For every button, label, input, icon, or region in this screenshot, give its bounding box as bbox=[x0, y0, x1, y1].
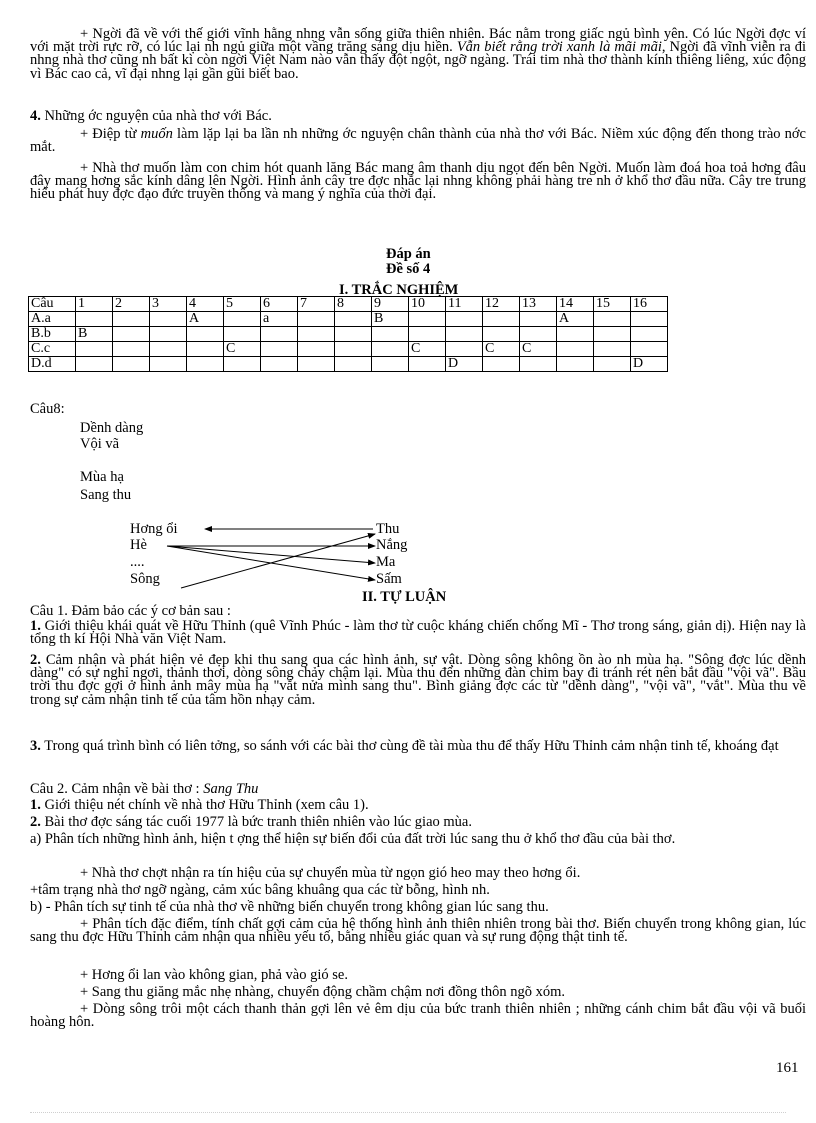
cau2-title: Câu 2. Cảm nhận về bài thơ : Sang Thu bbox=[30, 781, 259, 797]
table-cell bbox=[520, 327, 557, 342]
table-cell bbox=[113, 312, 150, 327]
table-header-row bbox=[29, 297, 668, 312]
table-cell bbox=[187, 357, 224, 372]
table-cell bbox=[594, 327, 631, 342]
cau1-point-1: 1. Giới thiệu khái quát về Hữu Thỉnh (quê Vĩnh Phúc - làm thơ từ cuộc kháng chiến chống Mĩ - Thơ trong sáng, giản dị). Hiện nay là tổng th kí Hội Nhà văn Việt Nam. bbox=[30, 618, 806, 648]
table-cell: C bbox=[520, 342, 557, 357]
table-cell bbox=[335, 342, 372, 357]
table-cell bbox=[298, 342, 335, 357]
table-cell: a bbox=[261, 312, 298, 327]
cau2-point-b1: + Phân tích đặc điểm, tính chất gợi cảm của hệ thống hình ảnh thiên nhiên trong bài thơ. Biến chuyển trong không gian, lúc sang thu đợc Hữu Thỉnh cảm nhận qua nhiều yếu tố, bằng nhiều giác quan và sự rung động thật tinh tế. bbox=[30, 916, 806, 946]
cau2-point-a: a) Phân tích những hình ảnh, hiện t ợng thể hiện sự biến đổi của đất trời lúc sang thu ở khổ thơ đầu của bài thơ. bbox=[30, 831, 676, 847]
table-cell bbox=[298, 327, 335, 342]
table-cell bbox=[372, 342, 409, 357]
table-cell bbox=[113, 357, 150, 372]
part2-title: II. TỰ LUẬN bbox=[362, 589, 447, 605]
table-cell bbox=[594, 312, 631, 327]
table-cell bbox=[557, 342, 594, 357]
table-cell bbox=[76, 312, 113, 327]
table-cell bbox=[520, 357, 557, 372]
table-cell bbox=[335, 312, 372, 327]
table-cell: C bbox=[409, 342, 446, 357]
table-cell bbox=[631, 342, 668, 357]
table-cell bbox=[409, 357, 446, 372]
table-cell bbox=[150, 312, 187, 327]
table-header-cell: Câu bbox=[29, 297, 76, 312]
table-cell: C.c bbox=[29, 342, 76, 357]
table-cell bbox=[224, 357, 261, 372]
table-header-cell: 8 bbox=[335, 297, 372, 312]
cau1-point-2: 2. Cảm nhận và phát hiện vẻ đẹp khi thu sang qua các hình ảnh, sự vật. Dòng sông không ồn ào nh mùa hạ. "Sông đợc lúc dềnh dàng" có sự nghỉ ngơi, thảnh thơi, dòng sông chảy chậm lại. Mùa thu đến những đàn chim bay đi tránh rét nên bắt đầu "vội vã". Bầu trời thu đợc gợi ở hình ảnh mây mùa hạ "vắt nửa mình sang thu". Bình giảng đợc các từ "dềnh dàng", "vội vã", "vắt". Mùa thu về trong sự cảm nhận tinh tế của tâm hồn nhạy cảm. bbox=[30, 652, 806, 708]
table-cell bbox=[113, 342, 150, 357]
arrow-line bbox=[167, 546, 375, 563]
match-right-item: Thu bbox=[376, 521, 400, 537]
answer-subtitle: Đề số 4 bbox=[386, 261, 431, 277]
table-cell bbox=[483, 357, 520, 372]
table-cell bbox=[409, 312, 446, 327]
cau2-point-a2: +tâm trạng nhà thơ ngỡ ngàng, cảm xúc bâng khuâng qua các từ bỗng, hình nh. bbox=[30, 882, 490, 898]
table-cell bbox=[187, 342, 224, 357]
table-cell: A bbox=[557, 312, 594, 327]
table-cell bbox=[261, 357, 298, 372]
table-cell bbox=[372, 357, 409, 372]
table-cell bbox=[224, 327, 261, 342]
table-header-cell: 7 bbox=[298, 297, 335, 312]
paragraph-diep-tu-muon: + Điệp từ muốn làm lặp lại ba lần nh những ớc nguyện chân thành của nhà thơ với Bác. Niềm xúc động đến thong trào nớc mắt. bbox=[30, 126, 806, 156]
table-cell: D bbox=[631, 357, 668, 372]
cau2-point-b4: + Dòng sông trôi một cách thanh thản gợi lên vẻ êm dịu của bức tranh thiên nhiên ; những cánh chim bắt đầu vội vã buổi hoàng hôn. bbox=[30, 1001, 806, 1031]
paragraph-bac-ngu-binh-yen: + Ngời đã về với thế giới vĩnh hằng nhng vẫn sống giữa thiên nhiên. Bác nằm trong giấc ngủ bình yên. Có lúc Ngời đợc ví với mặt trời rực rỡ, có lúc lại nh ngủ giữa một vầng trăng sáng dịu hiền. Vẫn biết rằng trời xanh là mãi mãi, Ngời đã vĩnh viễn ra đi nhng nhà thơ cũng nh bất kì còn ngời Việt Nam nào vẫn thấy đột ngột, ngỡ ngàng. Trái tim nhà thơ thành kính thiêng liêng, xúc động vì Bác cao cả, vĩ đại nhng lại gần gũi biết bao. bbox=[30, 26, 807, 82]
table-cell: D bbox=[446, 357, 483, 372]
cau8-word: Sang thu bbox=[80, 487, 132, 503]
page-number: 161 bbox=[776, 1060, 799, 1076]
table-cell bbox=[483, 312, 520, 327]
table-cell: C bbox=[224, 342, 261, 357]
table-cell bbox=[224, 312, 261, 327]
table-cell bbox=[76, 342, 113, 357]
footer-divider bbox=[30, 1112, 786, 1113]
table-cell bbox=[483, 327, 520, 342]
table-cell: A bbox=[187, 312, 224, 327]
table-cell bbox=[594, 342, 631, 357]
cau2-point-b2: + Hơng ổi lan vào không gian, phả vào gió se. bbox=[80, 967, 348, 983]
table-cell bbox=[150, 342, 187, 357]
table-cell bbox=[372, 327, 409, 342]
table-cell: B bbox=[76, 327, 113, 342]
table-cell bbox=[335, 357, 372, 372]
table-cell: A.a bbox=[29, 312, 76, 327]
table-cell bbox=[409, 327, 446, 342]
table-header-cell: 13 bbox=[520, 297, 557, 312]
cau2-point-b3: + Sang thu giăng mắc nhẹ nhàng, chuyển động chầm chậm nơi đồng thôn ngõ xóm. bbox=[80, 984, 565, 1000]
table-header-cell: 2 bbox=[113, 297, 150, 312]
table-cell bbox=[335, 327, 372, 342]
paragraph-con-chim: + Nhà thơ muốn làm con chim hót quanh lăng Bác mang âm thanh dịu ngọt đến bên Ngời. Muốn làm đoá hoa toả hơng đâu đây mang hơng sắc kính dâng lên Ngời. Hình ảnh cây tre đợc nhắc lại nhng không phải hàng tre nh ở khổ thơ đầu nữa. Cây tre trung hiếu phát huy đợc đạo đức truyền thống và mang ý nghĩa của thời đại. bbox=[30, 160, 806, 203]
match-left-item: Hơng ổi bbox=[130, 521, 178, 537]
table-cell: B.b bbox=[29, 327, 76, 342]
table-row bbox=[29, 342, 668, 357]
matching-arrows bbox=[125, 516, 385, 596]
match-right-item: Ma bbox=[376, 554, 396, 570]
match-left-item: .... bbox=[130, 554, 145, 570]
table-header-cell: 11 bbox=[446, 297, 483, 312]
cau8-word: Vội vã bbox=[80, 436, 120, 452]
cau1-title: Câu 1. Đảm bảo các ý cơ bản sau : bbox=[30, 603, 231, 619]
table-header-cell: 4 bbox=[187, 297, 224, 312]
table-header-cell: 1 bbox=[76, 297, 113, 312]
table-cell bbox=[298, 312, 335, 327]
table-header-cell: 3 bbox=[150, 297, 187, 312]
table-cell bbox=[150, 327, 187, 342]
match-right-item: Nắng bbox=[376, 537, 408, 553]
table-cell bbox=[446, 312, 483, 327]
table-cell bbox=[520, 312, 557, 327]
table-row bbox=[29, 312, 668, 327]
table-cell: C bbox=[483, 342, 520, 357]
cau2-point-1: 1. Giới thiệu nét chính về nhà thơ Hữu Thỉnh (xem câu 1). bbox=[30, 797, 369, 813]
table-header-cell: 9 bbox=[372, 297, 409, 312]
table-header-cell: 12 bbox=[483, 297, 520, 312]
table-cell bbox=[446, 342, 483, 357]
cau8-word: Mùa hạ bbox=[80, 469, 124, 485]
table-row bbox=[29, 327, 668, 342]
table-header-cell: 5 bbox=[224, 297, 261, 312]
match-left-item: Hè bbox=[130, 537, 147, 553]
table-cell bbox=[631, 327, 668, 342]
answer-table bbox=[28, 296, 668, 372]
table-cell: B bbox=[372, 312, 409, 327]
table-cell bbox=[298, 357, 335, 372]
table-header-cell: 16 bbox=[631, 297, 668, 312]
table-cell bbox=[631, 312, 668, 327]
table-header-cell: 10 bbox=[409, 297, 446, 312]
table-cell bbox=[261, 327, 298, 342]
table-cell bbox=[113, 327, 150, 342]
table-cell bbox=[557, 357, 594, 372]
table-cell bbox=[76, 357, 113, 372]
table-header-cell: 6 bbox=[261, 297, 298, 312]
cau8-label: Câu8: bbox=[30, 401, 65, 417]
table-cell bbox=[187, 327, 224, 342]
match-left-item: Sông bbox=[130, 571, 160, 587]
table-cell bbox=[261, 342, 298, 357]
table-cell bbox=[557, 327, 594, 342]
table-header-cell: 14 bbox=[557, 297, 594, 312]
table-row bbox=[29, 357, 668, 372]
cau2-point-a1: + Nhà thơ chợt nhận ra tín hiệu của sự chuyển mùa từ ngọn gió heo may theo hơng ổi. bbox=[80, 865, 581, 881]
table-cell bbox=[446, 327, 483, 342]
cau8-word: Dềnh dàng bbox=[80, 420, 144, 436]
cau2-point-2: 2. Bài thơ đợc sáng tác cuối 1977 là bức tranh thiên nhiên vào lúc giao mùa. bbox=[30, 814, 472, 830]
cau2-point-b: b) - Phân tích sự tinh tế của nhà thơ về những biến chuyển trong không gian lúc sang thu. bbox=[30, 899, 549, 915]
cau1-point-3: 3. Trong quá trình bình có liên tởng, so sánh với các bài thơ cùng đề tài mùa thu để thấy Hữu Thỉnh cảm nhận tinh tế, khoáng đạt bbox=[30, 738, 779, 754]
table-header-cell: 15 bbox=[594, 297, 631, 312]
match-right-item: Sấm bbox=[376, 571, 402, 587]
part1-title: I. TRẮC NGHIỆM bbox=[339, 282, 459, 298]
heading-4: 4. Những ớc nguyện của nhà thơ với Bác. bbox=[30, 108, 272, 124]
table-cell: D.d bbox=[29, 357, 76, 372]
table-cell bbox=[150, 357, 187, 372]
answer-title: Đáp án bbox=[386, 246, 431, 262]
table-cell bbox=[594, 357, 631, 372]
